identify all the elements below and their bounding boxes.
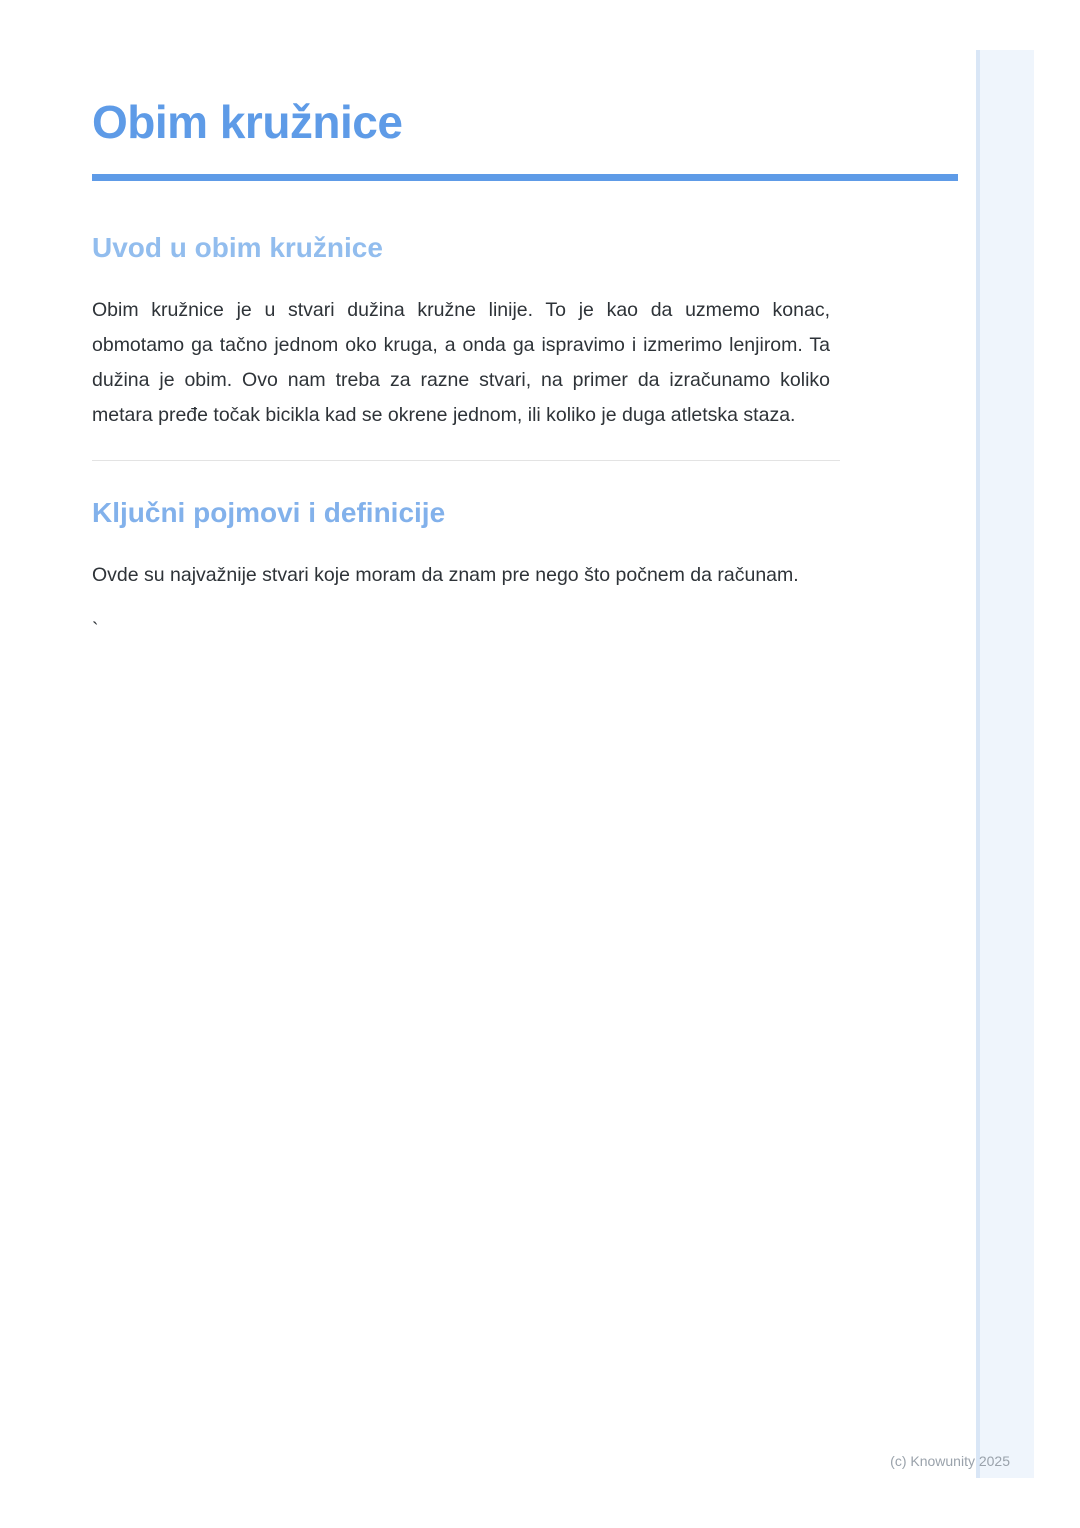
section-divider (92, 460, 840, 461)
section-heading-uvod: Uvod u obim kružnice (92, 232, 383, 263)
document-content (0, 0, 1080, 648)
section-heading-kljucni: Ključni pojmovi i definicije (92, 497, 446, 528)
stray-backtick-character: ` (92, 619, 99, 641)
title-underline-rule (92, 174, 958, 181)
section-paragraph-kljucni: Ovde su najvažnije stvari koje moram da znam pre nego što počnem da računam. (92, 564, 799, 586)
section-paragraph-uvod: Obim kružnice je u stvari dužina kružne linije. To je kao da uzmemo konac, obmotamo ga tačno jednom oko kruga, a onda ga ispravimo i izmerimo lenjirom. Ta dužina je obim. Ovo nam treba za razne stvari, na primer da izračunamo koliko metara pređe točak bicikla kad se okrene jednom, ili koliko je duga atletska staza. (92, 299, 830, 426)
page-title: Obim kružnice (92, 96, 403, 148)
copyright-footer: (c) Knowunity 2025 (890, 1453, 1010, 1469)
